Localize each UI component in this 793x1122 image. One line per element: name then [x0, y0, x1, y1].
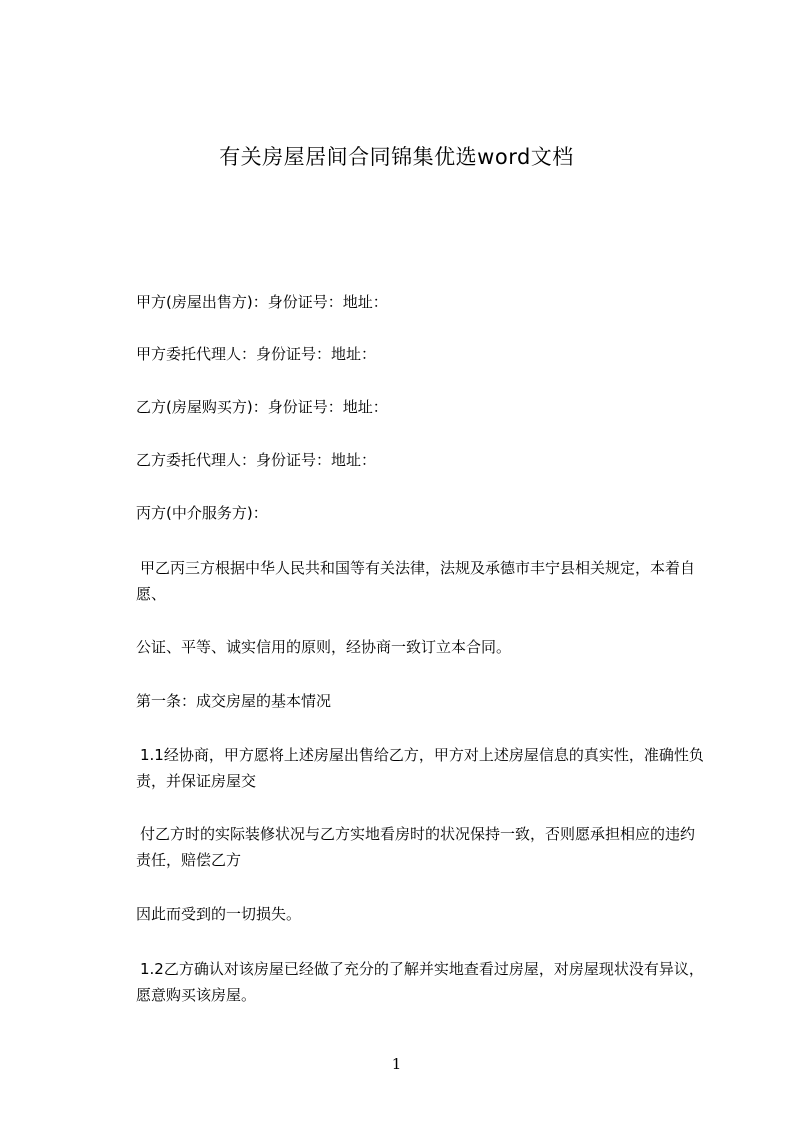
paragraph-article-one-heading: 第一条：成交房屋的基本情况: [136, 692, 332, 710]
paragraph-clause-1-1: 1.1经协商，甲方愿将上述房屋出售给乙方，甲方对上述房屋信息的真实性，准确性负责，并保证房屋交: [136, 746, 704, 790]
paragraph-party-b-agent: 乙方委托代理人：身份证号：地址：: [136, 451, 377, 469]
paragraph-party-a-agent: 甲方委托代理人：身份证号：地址：: [136, 345, 377, 363]
page-number: 1: [391, 1055, 402, 1073]
paragraph-preamble: 甲乙丙三方根据中华人民共和国等有关法律，法规及承德市丰宁县相关规定，本着自愿、: [136, 559, 696, 603]
paragraph-party-c: 丙方(中介服务方)：: [136, 504, 268, 522]
paragraph-clause-1-1-end: 因此而受到的一切损失。: [136, 905, 302, 923]
document-title: 有关房屋居间合同锦集优选word文档: [219, 145, 574, 169]
paragraph-party-a: 甲方(房屋出售方)：身份证号：地址：: [136, 293, 388, 311]
paragraph-clause-1-1-continued: 付乙方时的实际装修状况与乙方实地看房时的状况保持一致，否则愿承担相应的违约责任，赔偿乙方: [136, 825, 696, 869]
paragraph-party-b: 乙方(房屋购买方)：身份证号：地址：: [136, 398, 388, 416]
paragraph-clause-1-2: 1.2乙方确认对该房屋已经做了充分的了解并实地查看过房屋，对房屋现状没有异议，愿意购买该房屋。: [136, 960, 704, 1004]
paragraph-principles: 公证、平等、诚实信用的原则，经协商一致订立本合同。: [136, 638, 512, 656]
